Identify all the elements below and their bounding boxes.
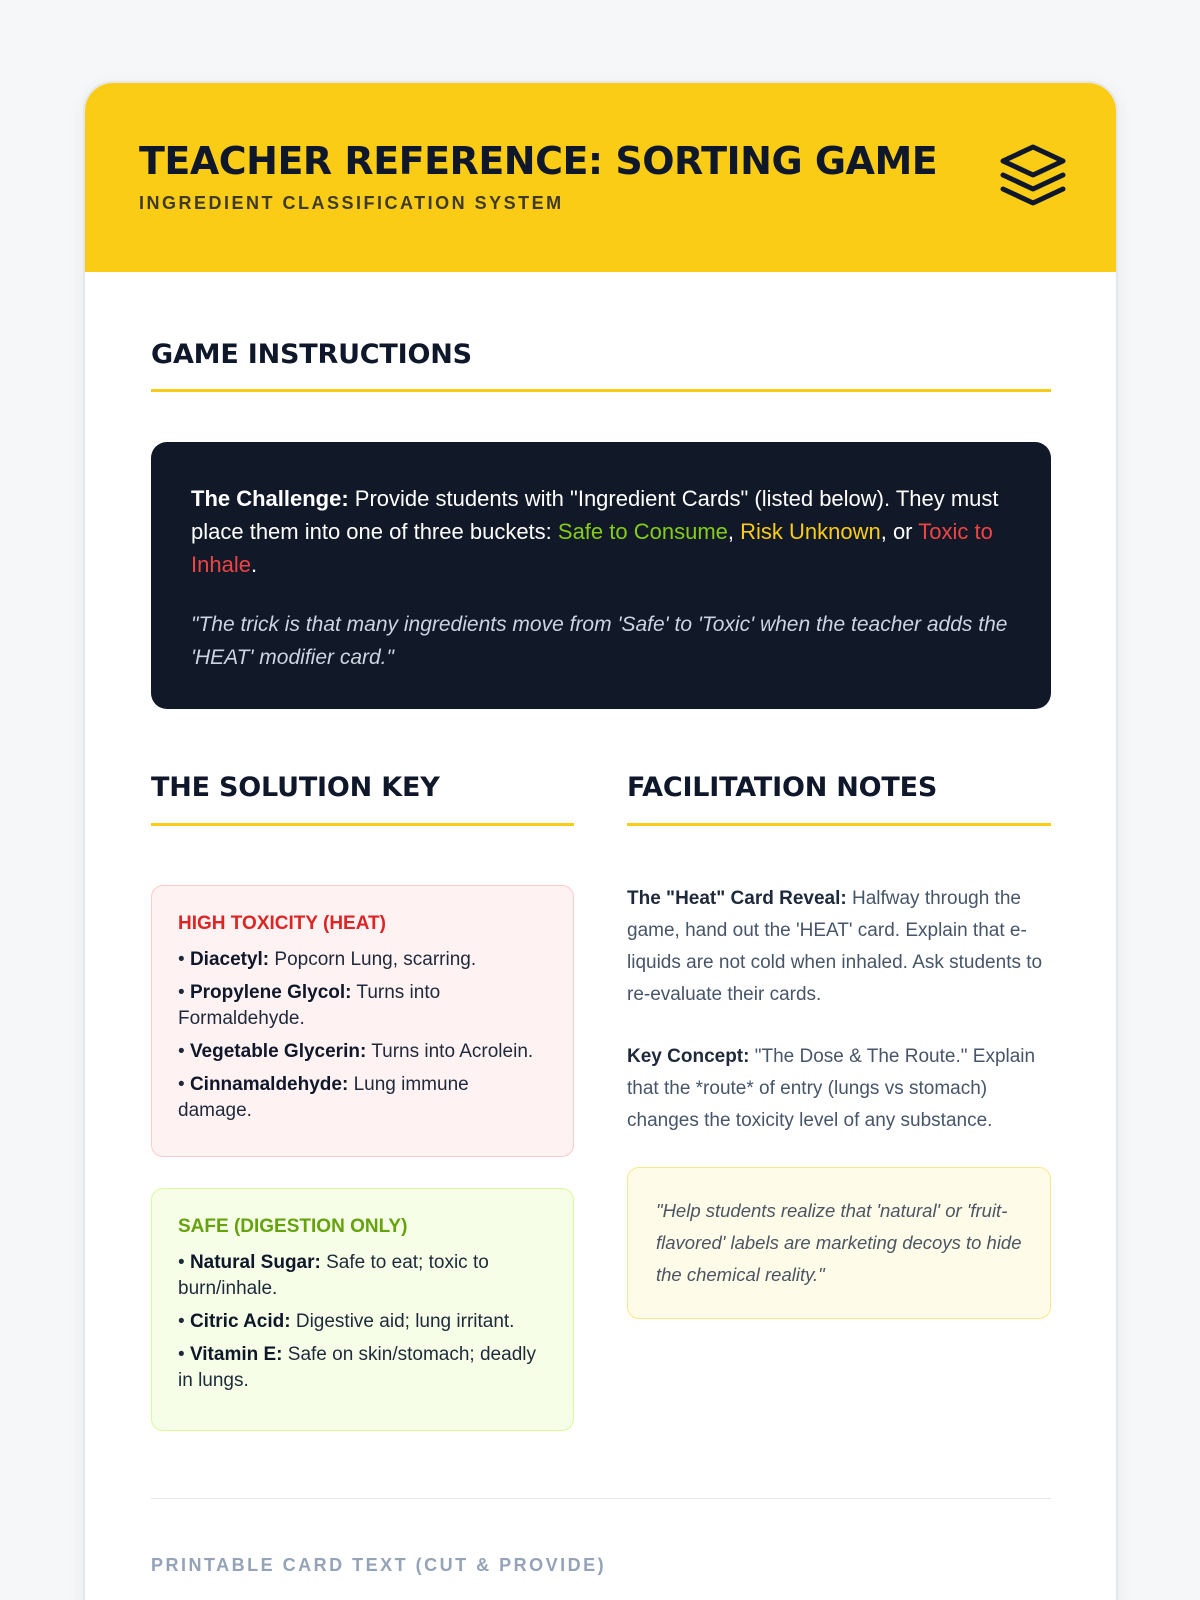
bullet: • xyxy=(178,982,190,1003)
item-desc: Popcorn Lung, scarring. xyxy=(269,949,477,970)
printable-heading: PRINTABLE CARD TEXT (CUT & PROVIDE) xyxy=(151,1555,607,1575)
list-item xyxy=(178,980,547,1032)
list-item xyxy=(178,1342,547,1394)
note-label: Key Concept: xyxy=(627,1046,750,1067)
reference-card xyxy=(83,81,1118,1600)
item-desc: Safe on skin/stomach; deadly in lungs. xyxy=(178,1344,536,1391)
item-name: Diacetyl: xyxy=(189,949,270,970)
bucket-toxic: Toxic to Inhale xyxy=(191,519,993,577)
item-desc: Lung immune damage. xyxy=(178,1074,469,1121)
item-desc: Digestive aid; lung irritant. xyxy=(290,1311,515,1332)
toxic-heading: HIGH TOXICITY (HEAT) xyxy=(178,913,386,934)
challenge-panel xyxy=(151,442,1051,709)
facilitation-heading: FACILITATION NOTES xyxy=(627,772,938,803)
bucket-safe: Safe to Consume xyxy=(557,519,728,544)
bullet: • xyxy=(178,1344,190,1365)
list-item xyxy=(178,1250,547,1302)
safe-heading: SAFE (DIGESTION ONLY) xyxy=(178,1216,408,1237)
challenge-end: . xyxy=(250,552,258,577)
note-body: Halfway through the game, hand out the 'HEAT' card. Explain that e-liquids are not cold when inhaled. Ask students to re-evaluate their cards. xyxy=(627,888,1043,1005)
item-name: Vitamin E: xyxy=(189,1344,283,1365)
solution-rule xyxy=(151,823,574,826)
bullet: • xyxy=(178,1252,190,1273)
page-subtitle: INGREDIENT CLASSIFICATION SYSTEM xyxy=(139,193,564,213)
item-desc: Safe to eat; toxic to burn/inhale. xyxy=(178,1252,489,1299)
header-banner xyxy=(85,83,1116,272)
challenge-label: The Challenge: xyxy=(191,486,349,511)
instructions-rule xyxy=(151,389,1051,392)
list-item xyxy=(178,1072,547,1124)
item-desc: Turns into Acrolein. xyxy=(366,1041,534,1062)
item-desc: Turns into Formaldehyde. xyxy=(178,982,441,1029)
bucket-sep-1: , xyxy=(727,519,741,544)
facilitation-rule xyxy=(627,823,1051,826)
bucket-sep-2: , or xyxy=(880,519,919,544)
item-name: Citric Acid: xyxy=(189,1311,291,1332)
bullet: • xyxy=(178,1311,190,1332)
note-key-concept xyxy=(627,1041,1052,1137)
bullet: • xyxy=(178,1041,190,1062)
toxic-box xyxy=(151,885,574,1157)
challenge-quote: "The trick is that many ingredients move from 'Safe' to 'Toxic' when the teacher adds the 'HEAT' modifier card." xyxy=(191,613,1008,669)
note-body: "The Dose & The Route." Explain that the *route* of entry (lungs vs stomach) changes the toxicity level of any substance. xyxy=(627,1046,1036,1131)
section-divider xyxy=(151,1498,1051,1499)
bullet: • xyxy=(178,949,190,970)
bullet: • xyxy=(178,1074,190,1095)
instructions-heading: GAME INSTRUCTIONS xyxy=(151,339,472,370)
safe-box xyxy=(151,1188,574,1431)
note-label: The "Heat" Card Reveal: xyxy=(627,888,847,909)
layers-icon xyxy=(997,141,1069,213)
list-item xyxy=(178,1039,547,1065)
item-name: Vegetable Glycerin: xyxy=(189,1041,367,1062)
challenge-text xyxy=(191,482,1011,581)
page-title: TEACHER REFERENCE: SORTING GAME xyxy=(139,139,938,183)
facilitation-quote: "Help students realize that 'natural' or 'fruit-flavored' labels are marketing decoys to hide the chemical reality." xyxy=(627,1167,1051,1319)
item-name: Propylene Glycol: xyxy=(189,982,352,1003)
list-item xyxy=(178,1309,547,1335)
solution-heading: THE SOLUTION KEY xyxy=(151,772,440,803)
item-name: Cinnamaldehyde: xyxy=(189,1074,349,1095)
challenge-body: Provide students with "Ingredient Cards" (listed below). They must place them into one of three buckets: xyxy=(191,486,999,544)
bucket-risk: Risk Unknown xyxy=(740,519,881,544)
list-item xyxy=(178,947,547,973)
note-heat-reveal xyxy=(627,883,1052,1011)
item-name: Natural Sugar: xyxy=(189,1252,321,1273)
